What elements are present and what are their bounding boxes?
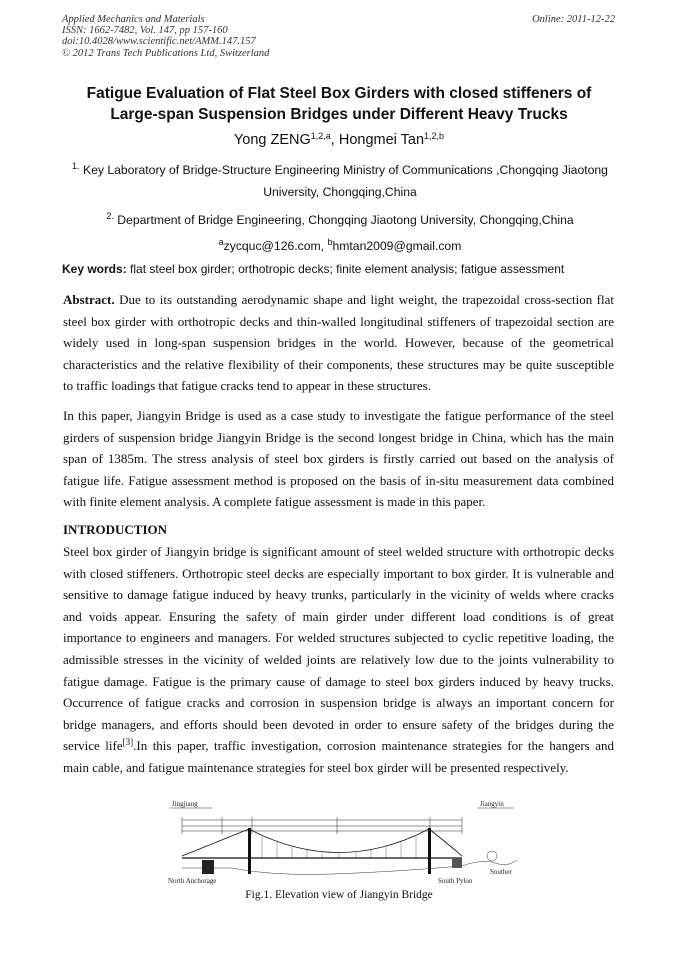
river-profile xyxy=(182,860,517,874)
affiliation-1 xyxy=(62,159,618,203)
title-line-2: Large-span Suspension Bridges under Different Heavy Trucks xyxy=(110,106,568,123)
affiliation-1-text: Key Laboratory of Bridge-Structure Engineering Ministry of Communications ,Chongqing Jiaotong University, Chongqing,China xyxy=(82,163,608,199)
introduction-heading: INTRODUCTION xyxy=(63,522,168,537)
affiliation-2-marker: 2. xyxy=(106,211,114,221)
abstract-paragraph xyxy=(63,289,614,397)
abstract-label: Abstract. xyxy=(63,292,115,307)
journal-header xyxy=(62,14,269,59)
email-line xyxy=(62,239,618,253)
label-jiangyin: Jiangyin xyxy=(480,800,504,808)
keywords-label: Key words: xyxy=(62,262,127,276)
paragraph-2: In this paper, Jiangyin Bridge is used as a case study to investigate the fatigue performance of the steel girders of suspension bridge Jiangyin Bridge is the second longest bridge in China, which has the main span of 1385m. The stress analysis of steel box girders is firstly carried out based on the analysis of fatigue life. Fatigue assessment method is proposed on the basis of in-situ measurement data combined with finite element analysis. A complete fatigue assessment is made in this paper. xyxy=(63,408,614,510)
hangers xyxy=(262,835,416,858)
souther-marker xyxy=(487,851,497,861)
dimension-rows xyxy=(182,817,462,834)
paper-title xyxy=(40,83,638,125)
email-a: zycquc@126.com, xyxy=(223,239,328,253)
keywords-text: flat steel box girder; orthotropic decks; finite element analysis; fatigue assessment xyxy=(126,262,565,276)
author-list xyxy=(40,132,638,148)
author-1-affiliation: 1,2,a xyxy=(310,131,331,141)
label-south-pylon: South Pylon xyxy=(438,877,473,885)
citation: [3] xyxy=(122,737,134,748)
bridge-elevation-figure xyxy=(162,798,522,888)
author-2-affiliation: 1,2,b xyxy=(424,131,445,141)
author-2: Hongmei Tan xyxy=(338,132,425,148)
email-b: hmtan2009@gmail.com xyxy=(332,239,462,253)
email-a-marker: a xyxy=(218,237,224,247)
pylons xyxy=(248,828,431,874)
keywords xyxy=(62,262,622,276)
label-jingjiang: Jingjiang xyxy=(172,800,198,808)
affiliation-1-marker: 1. xyxy=(72,161,80,171)
journal-name: Applied Mechanics and Materials xyxy=(62,14,205,25)
email-b-marker: b xyxy=(327,237,333,247)
affiliation-2 xyxy=(62,209,618,231)
figure-caption: Fig.1. Elevation view of Jiangyin Bridge xyxy=(245,889,433,901)
introduction-text: Steel box girder of Jiangyin bridge is significant amount of steel welded structure with orthotropic decks with closed stiffeners. Orthotropic steel decks are especially important to box girder. It is vulnerable and sensitive to damage fatigue induced by heavy trunks, particularly in the vicinity of welds where cracks and voids appear. Ensuring the safety of main girder under different load conditions is of great importance to engineers and managers. For welded structures subjected to cyclic repetitive loading, the admissible stresses in the vicinity of welded joints are relatively low due to the joints vulnerability to fatigue damage. Fatigue is the primary cause of damage to steel box girders induced by heavy trucks. Occurrence of fatigue cracks and corrosion in suspension bridge is always an important concern for bridge managers, and efforts should been devoted in order to ensure safety of the bridges during the service life xyxy=(63,544,614,754)
title-line-1: Fatigue Evaluation of Flat Steel Box Girders with closed stiffeners of xyxy=(86,85,592,102)
author-1: Yong ZENG xyxy=(233,132,311,148)
north-anchorage-block xyxy=(202,860,214,874)
south-anchorage-block xyxy=(452,858,462,868)
introduction-text-cont: .In this paper, traffic investigation, corrosion maintenance strategies for the hangers and main cable, and fatigue maintenance strategies for steel box girder will be presented respectively. xyxy=(63,738,614,775)
doi-line: doi:10.4028/www.scientific.net/AMM.147.157 xyxy=(62,36,256,48)
label-souther: Souther xyxy=(490,868,512,876)
author-separator: , xyxy=(330,132,339,148)
affiliation-2-text: Department of Bridge Engineering, Chongqing Jiaotong University, Chongqing,China xyxy=(117,213,574,227)
online-date: Online: 2011-12-22 xyxy=(532,14,615,25)
copyright-line: © 2012 Trans Tech Publications Ltd, Switzerland xyxy=(62,47,270,59)
issn-line: ISSN: 1662-7482, Vol. 147, pp 157-160 xyxy=(62,25,228,37)
introduction-paragraph xyxy=(63,541,614,779)
label-north-anchorage: North Anchorage xyxy=(168,877,217,885)
abstract-text: Due to its outstanding aerodynamic shape and light weight, the trapezoidal cross-section flat steel box girder with orthotropic decks and thin-walled longitudinal stiffeners of trapezoidal section are widely used in long-span suspension bridges in the world. However, because of the geometrical characteristics and the relative flexibility of their components, these structures may be quite susceptible to traffic loadings that fatigue cracks tend to appear in these structures. xyxy=(63,292,614,394)
